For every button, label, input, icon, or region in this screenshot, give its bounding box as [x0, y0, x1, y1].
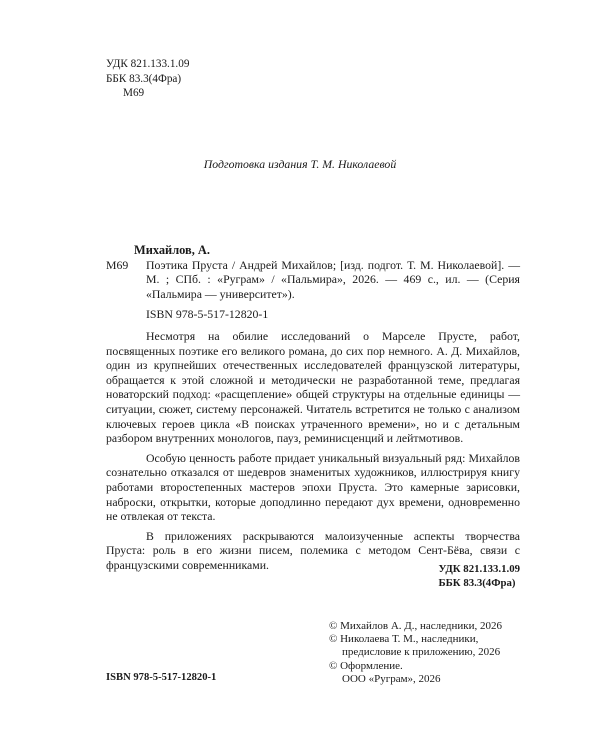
udk-code-bottom: УДК 821.133.1.09 [438, 563, 520, 575]
catalog-author: Михайлов, А. [134, 243, 210, 257]
author-mark: М69 [123, 87, 145, 99]
copyright-editor-cont: предисловие к приложению, 2026 [342, 646, 501, 659]
copyright-author: © Михайлов А. Д., наследники, 2026 [329, 620, 503, 632]
copyright-design: © Оформление. [329, 659, 403, 672]
top-classification-codes [106, 57, 189, 101]
catalog-author-mark: М69 [106, 257, 129, 272]
copyright-design-cont: ООО «Руграм», 2026 [342, 672, 441, 685]
catalog-description: Поэтика Пруста / Андрей Михайлов; [изд. подгот. Т. М. Николаевой]. — М. ; СПб. : «Руграм» / «Пальмира», 2026. — 469 с., ил. — (Серия «Пальмира — университет»). [146, 257, 520, 301]
editor-note: Подготовка издания Т. М. Николаевой [203, 157, 397, 171]
annotation-paragraph: Несмотря на обилие исследований о Марселе Прусте, работ, посвященных поэтике его великого романа, до сих пор немного. А. Д. Михайлов, один из крупнейших отечественных исследователей французской литературы, обращается к этой сложной и методически не разработанной теме, предлагая новаторский подход: «расщепление» общей структуры на отдельные единицы — ситуации, сюжет, систему персонажей. Читатель встретится не только с анализом ключевых героев цикла «В поисках утраченного времени», но и с детальным разбором внутренних монологов, пауз, реминисценций и лейтмотивов. [106, 328, 520, 446]
catalog-description-block [106, 258, 520, 302]
copyright-block [329, 620, 539, 686]
udk-code: УДК 821.133.1.09 [106, 58, 190, 70]
bbk-code-bottom: ББК 83.3(4Фра) [438, 576, 516, 589]
annotation-paragraph: В приложениях раскрываются малоизученные аспекты творчества Пруста: роль в его жизни писем, полемика с методом Сент-Бёва, связи с французскими современниками. [106, 528, 520, 572]
catalog-entry [106, 243, 520, 572]
copyright-editor: © Николаева Т. М., наследники, [329, 633, 479, 646]
isbn-bottom: ISBN 978-5-517-12820-1 [106, 672, 217, 683]
bottom-classification-codes [439, 563, 520, 591]
annotation-paragraph: Особую ценность работе придает уникальный визуальный ряд: Михайлов сознательно отказался от шедевров знаменитых художников, иллюстрируя книгу работами второстепенных мастеров эпохи Пруста. Это камерные зарисовки, наброски, открытки, которые доподлинно передают дух времени, одновременно не отвлекая от текста. [106, 450, 520, 524]
bbk-code: ББК 83.3(4Фра) [106, 72, 182, 85]
catalog-isbn: ISBN 978-5-517-12820-1 [146, 307, 269, 322]
